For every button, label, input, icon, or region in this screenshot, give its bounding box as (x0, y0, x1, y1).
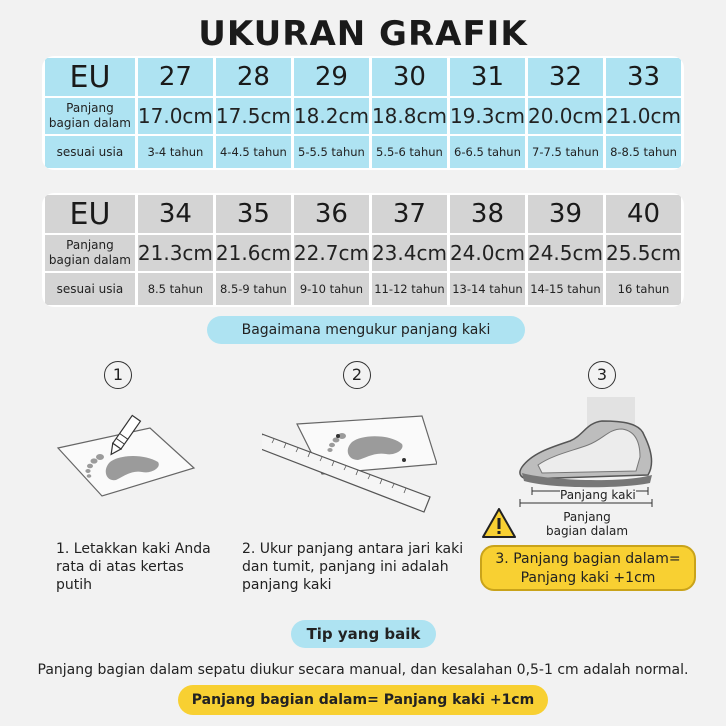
size-cell: 34 (138, 195, 213, 233)
step-3-number: 3 (588, 361, 616, 389)
age-cell: 4-4.5 tahun (216, 136, 291, 168)
length-cell: 23.4cm (372, 235, 447, 271)
age-cell: 8.5-9 tahun (216, 273, 291, 305)
size-cell: 35 (216, 195, 291, 233)
length-cell: 20.0cm (528, 98, 603, 134)
foot-length-label: Panjang kaki (560, 488, 636, 502)
age-row (45, 136, 681, 168)
length-cell: 19.3cm (450, 98, 525, 134)
age-row (45, 273, 681, 305)
length-cell: 21.6cm (216, 235, 291, 271)
size-row (45, 58, 681, 96)
step-2-text: 2. Ukur panjang antara jari kaki dan tumit, panjang ini adalah panjang kaki (242, 541, 464, 593)
size-cell: 30 (372, 58, 447, 96)
length-header: Panjang bagian dalam (45, 98, 135, 134)
eu-header: EU (45, 58, 135, 96)
formula-banner: Panjang bagian dalam= Panjang kaki +1cm (178, 685, 548, 715)
warning-icon (482, 508, 516, 538)
age-cell: 5-5.5 tahun (294, 136, 369, 168)
length-cell: 21.3cm (138, 235, 213, 271)
age-cell: 11-12 tahun (372, 273, 447, 305)
length-header: Panjang bagian dalam (45, 235, 135, 271)
length-cell: 22.7cm (294, 235, 369, 271)
footprint-paper-illustration (50, 410, 200, 505)
length-cell: 24.0cm (450, 235, 525, 271)
size-cell: 29 (294, 58, 369, 96)
page-title: UKURAN GRAFIK (198, 14, 528, 54)
age-cell: 9-10 tahun (294, 273, 369, 305)
size-cell: 36 (294, 195, 369, 233)
age-cell: 8-8.5 tahun (606, 136, 681, 168)
length-cell: 21.0cm (606, 98, 681, 134)
size-cell: 31 (450, 58, 525, 96)
step-1-number: 1 (104, 361, 132, 389)
length-cell: 18.2cm (294, 98, 369, 134)
age-header: sesuai usia (45, 273, 135, 305)
inner-length-formula-box: 3. Panjang bagian dalam= Panjang kaki +1cm (480, 545, 696, 591)
age-cell: 7-7.5 tahun (528, 136, 603, 168)
age-cell: 16 tahun (606, 273, 681, 305)
size-cell: 28 (216, 58, 291, 96)
size-cell: 40 (606, 195, 681, 233)
age-cell: 13-14 tahun (450, 273, 525, 305)
size-cell: 33 (606, 58, 681, 96)
age-cell: 8.5 tahun (138, 273, 213, 305)
size-row (45, 195, 681, 233)
age-cell: 5.5-6 tahun (372, 136, 447, 168)
ruler-measure-illustration (262, 412, 437, 517)
tip-banner: Tip yang baik (291, 620, 436, 648)
step-1-text: 1. Letakkan kaki Anda rata di atas kertas putih (56, 541, 211, 593)
eu-header: EU (45, 195, 135, 233)
length-cell: 18.8cm (372, 98, 447, 134)
length-cell: 24.5cm (528, 235, 603, 271)
length-cell: 17.5cm (216, 98, 291, 134)
length-cell: 17.0cm (138, 98, 213, 134)
age-header: sesuai usia (45, 136, 135, 168)
size-cell: 38 (450, 195, 525, 233)
age-cell: 3-4 tahun (138, 136, 213, 168)
size-table-1 (42, 56, 684, 170)
length-row (45, 98, 681, 134)
length-cell: 25.5cm (606, 235, 681, 271)
step-2-number: 2 (343, 361, 371, 389)
measurement-note: Panjang bagian dalam sepatu diukur secara manual, dan kesalahan 0,5-1 cm adalah normal. (37, 662, 689, 678)
length-row (45, 235, 681, 271)
size-cell: 27 (138, 58, 213, 96)
size-table-2 (42, 193, 684, 307)
inner-length-label: Panjang bagian dalam (545, 510, 629, 538)
how-to-measure-banner: Bagaimana mengukur panjang kaki (207, 316, 525, 344)
size-cell: 37 (372, 195, 447, 233)
size-cell: 39 (528, 195, 603, 233)
age-cell: 14-15 tahun (528, 273, 603, 305)
age-cell: 6-6.5 tahun (450, 136, 525, 168)
size-cell: 32 (528, 58, 603, 96)
